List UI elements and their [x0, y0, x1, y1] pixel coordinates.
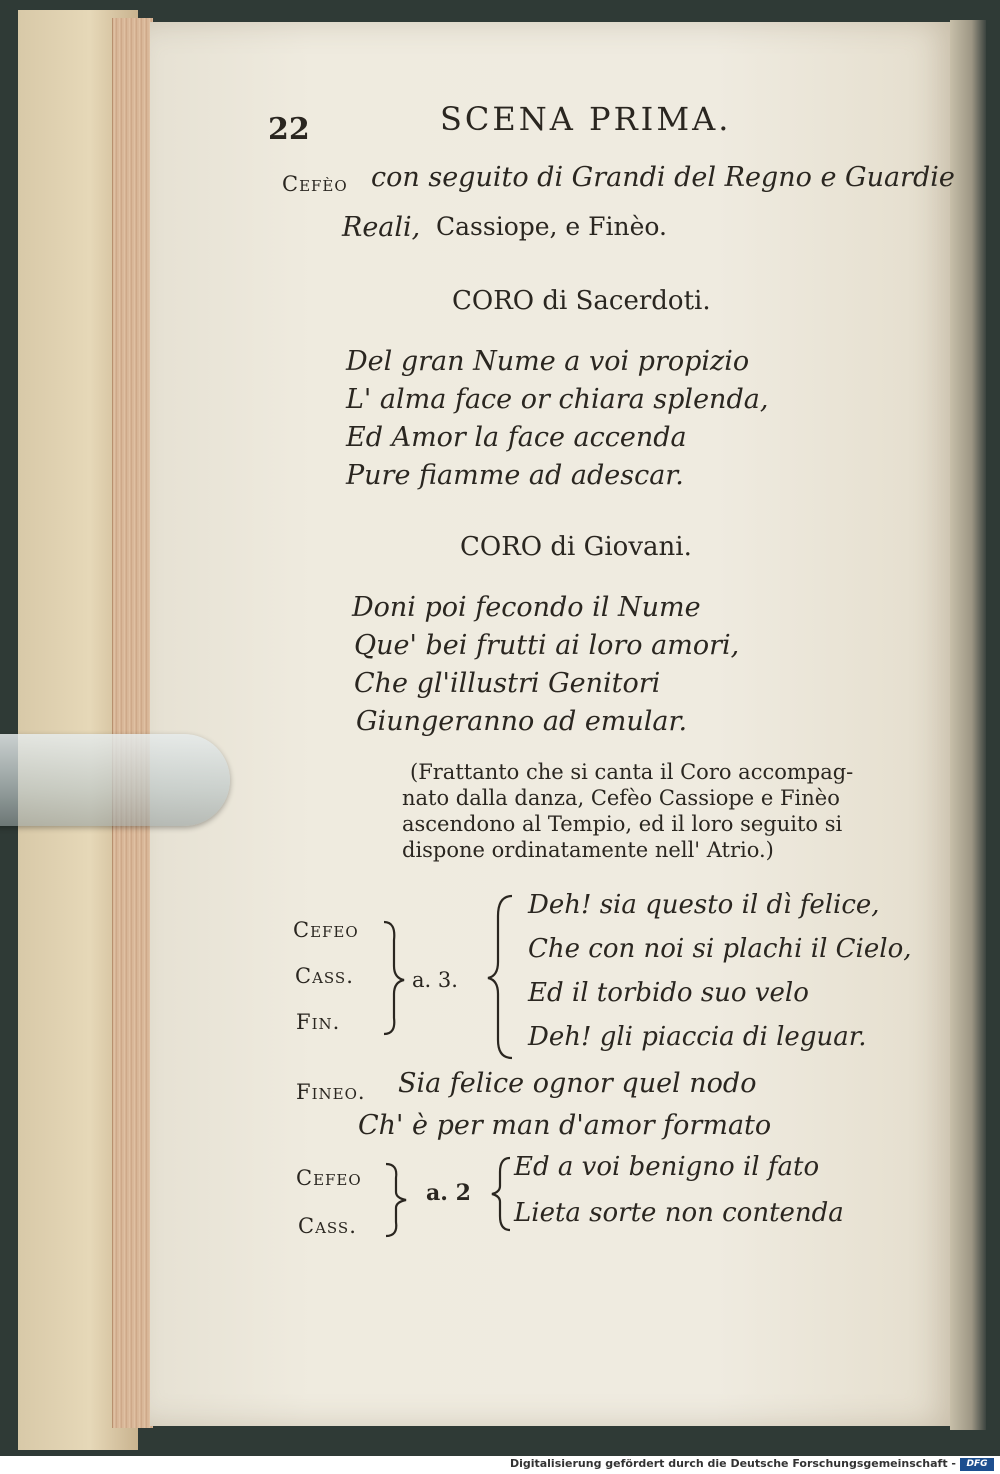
speaker-cassiope: Cass.	[295, 964, 354, 988]
verse-line: Che con noi si plachi il Cielo,	[528, 934, 912, 964]
speaker-fineo: Fineo.	[296, 1080, 366, 1104]
verse-line: Che gl'illustri Genitori	[354, 668, 661, 699]
verse-line: Ed Amor la face accenda	[346, 422, 687, 453]
ensemble-marking: a. 2	[426, 1180, 471, 1206]
verse-line: Que' bei frutti ai loro amori,	[354, 630, 740, 661]
stage-direction-line: con seguito di Grandi del Regno e Guardie	[371, 162, 955, 193]
speaker-cassiope: Cass.	[298, 1214, 357, 1238]
verse-line: Deh! sia questo il dì felice,	[528, 890, 880, 920]
dfg-logo: DFG	[960, 1458, 994, 1471]
stage-direction-line: Reali,	[342, 212, 421, 243]
speaker-cefeo: Cefèo	[282, 172, 348, 196]
page-number: 22	[268, 112, 310, 147]
verse-line: Ch' è per man d'amor formato	[358, 1110, 772, 1141]
ensemble-marking: a. 3.	[412, 968, 458, 992]
glass-page-weight	[0, 734, 230, 826]
speaker-brace	[382, 1160, 412, 1240]
verse-line: Pure fiamme ad adescar.	[346, 460, 684, 491]
page-edges	[112, 18, 153, 1428]
verse-line: Sia felice ognor quel nodo	[398, 1068, 757, 1099]
binding-shadow	[950, 20, 986, 1430]
chorus-heading: CORO di Giovani.	[460, 532, 692, 562]
speaker-cefeo: Cefeo	[296, 1166, 362, 1190]
speaker-brace	[380, 918, 410, 1038]
chorus-heading: CORO di Sacerdoti.	[452, 286, 711, 316]
verse-line: Ed il torbido suo velo	[528, 978, 809, 1008]
running-head: SCENA PRIMA.	[440, 100, 732, 138]
stage-direction-line: nato dalla danza, Cefèo Cassiope e Finèo	[402, 786, 840, 810]
verse-brace	[484, 892, 518, 1062]
verse-line: Lieta sorte non contenda	[514, 1198, 844, 1228]
speaker-cefeo: Cefeo	[293, 918, 359, 942]
verse-line: Doni poi fecondo il Nume	[352, 592, 701, 623]
verse-line: Del gran Nume a voi propizio	[346, 346, 750, 377]
stage-direction-line: (Frattanto che si canta il Coro accompag-	[410, 760, 854, 784]
verse-line: Deh! gli piaccia di leguar.	[528, 1022, 867, 1052]
verse-line: Ed a voi benigno il fato	[514, 1152, 820, 1182]
verse-line: L' alma face or chiara splenda,	[346, 384, 769, 415]
speaker-fineo: Fin.	[296, 1010, 341, 1034]
stage-direction-line: dispone ordinatamente nell' Atrio.)	[402, 838, 774, 862]
footer-credit: Digitalisierung gefördert durch die Deutsche Forschungsgemeinschaft -	[509, 1457, 956, 1470]
verse-line: Giungeranno ad emular.	[356, 706, 688, 737]
stage-direction-line: Cassiope, e Finèo.	[436, 212, 667, 241]
stage-direction-line: ascendono al Tempio, ed il loro seguito si	[402, 812, 843, 836]
verse-brace	[488, 1154, 514, 1234]
